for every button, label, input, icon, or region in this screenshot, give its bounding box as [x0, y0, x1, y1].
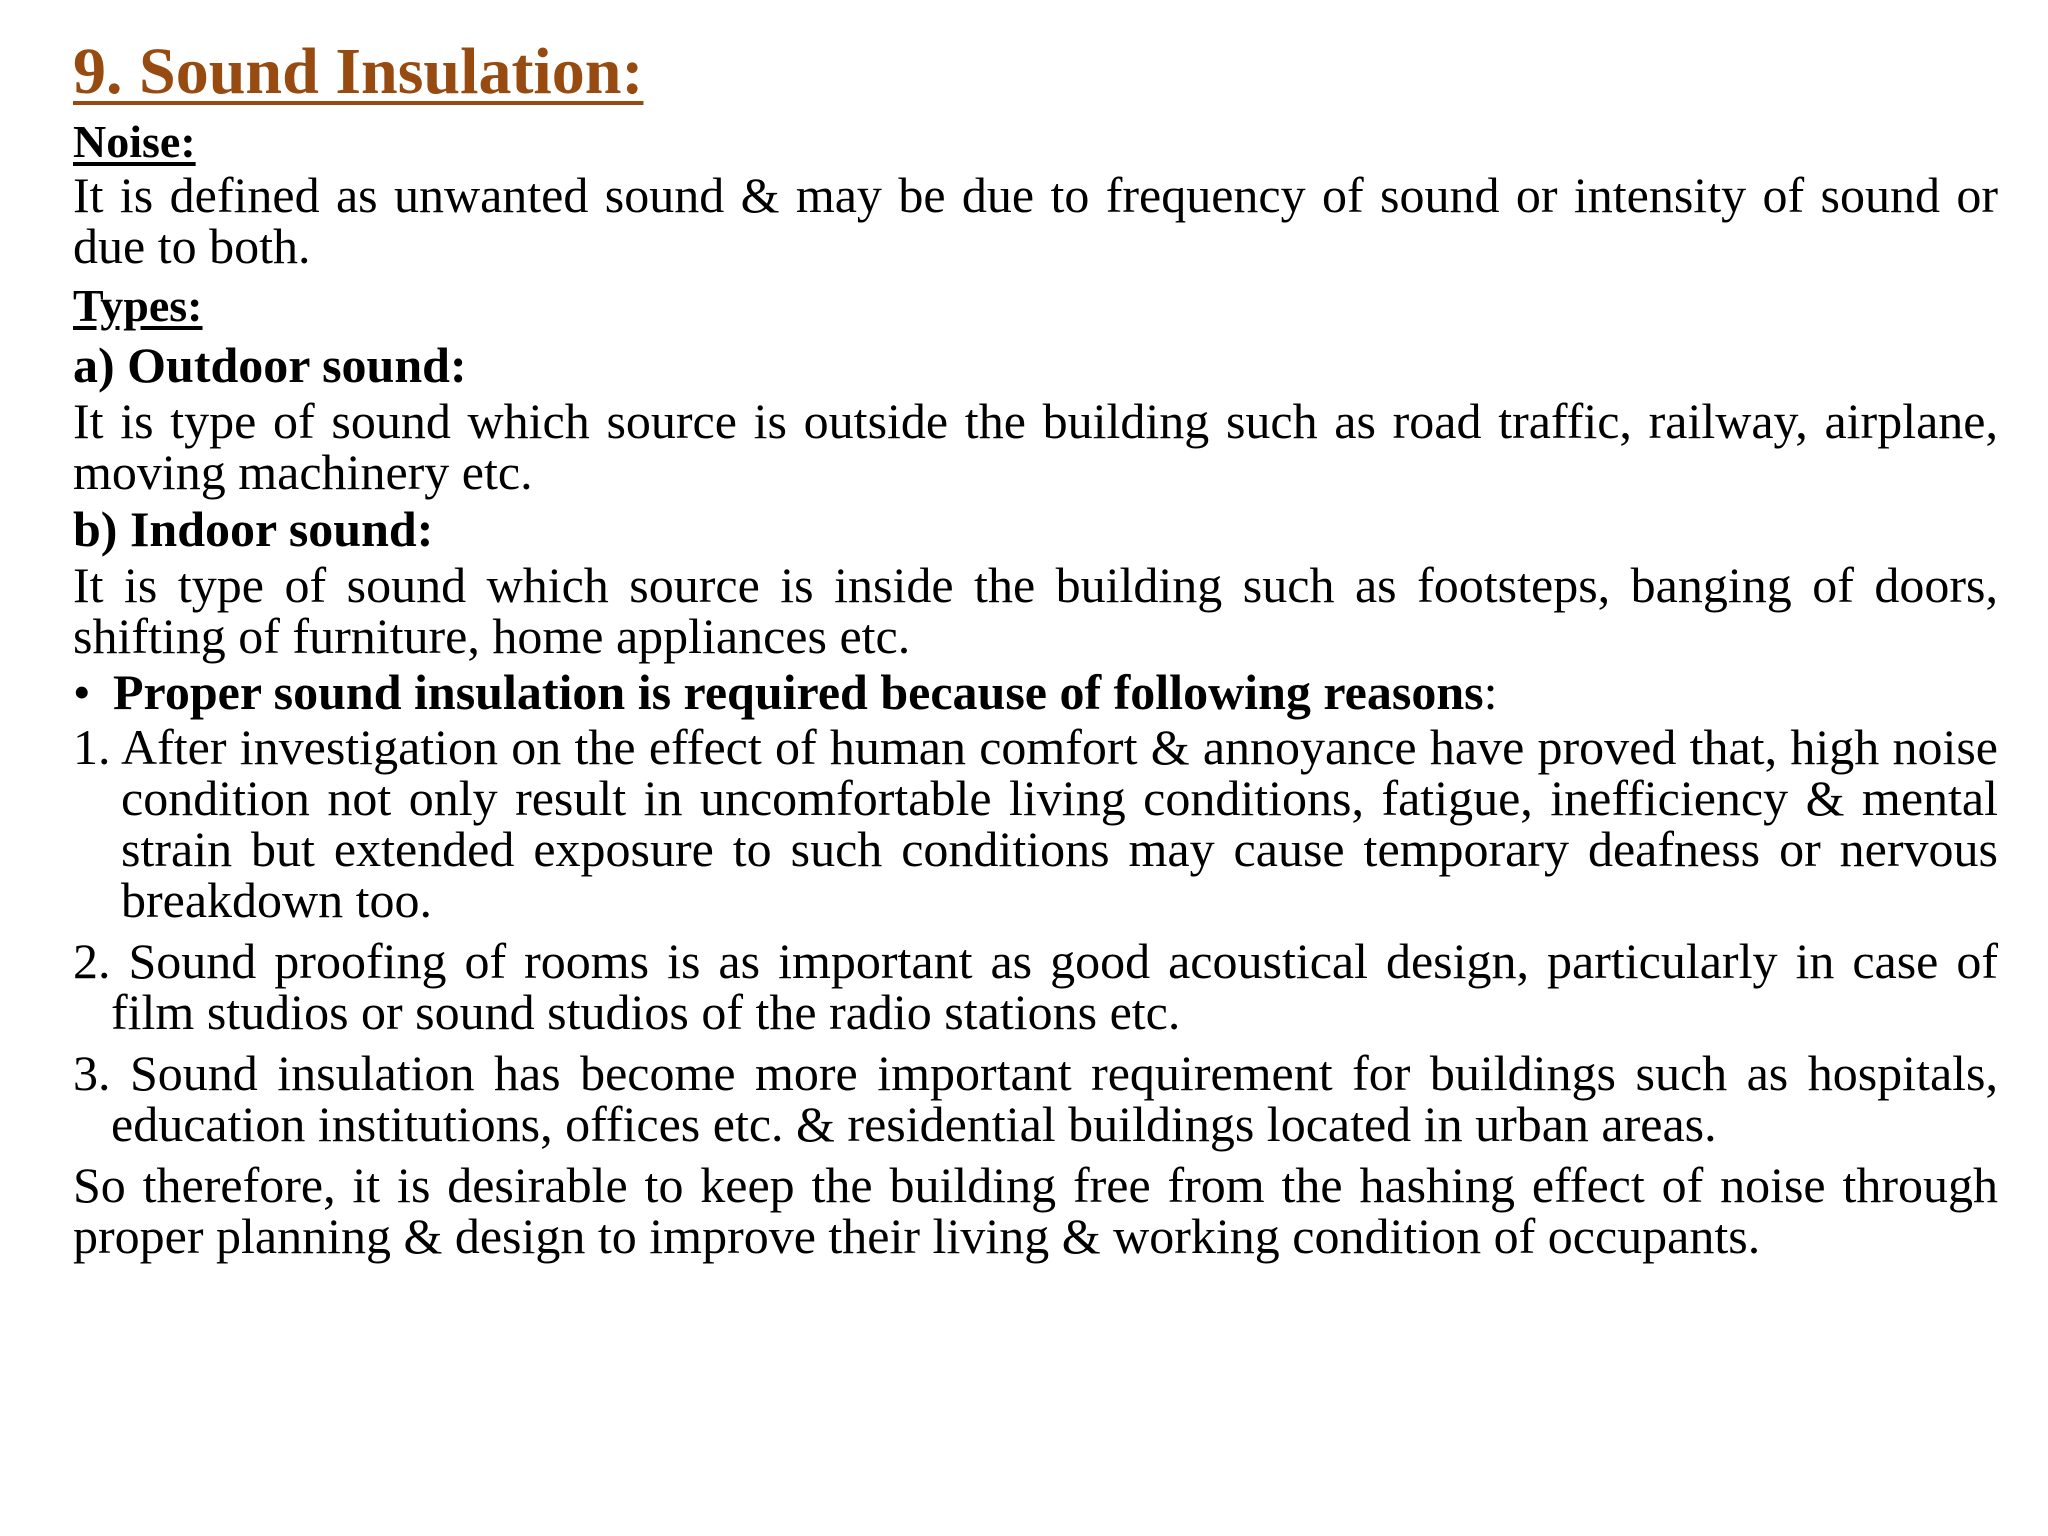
outdoor-description: It is type of sound which source is outside the building such as road traffic, railway, airplane, moving machinery etc.: [73, 393, 1998, 500]
reason-number-2: 2.: [73, 933, 111, 989]
conclusion-text: So therefore, it is desirable to keep the building free from the hashing effect of noise through proper planning & design to improve their living & working condition of occupants.: [73, 1157, 1998, 1264]
bullet-icon: •: [73, 664, 91, 720]
indoor-heading: b) Indoor sound:: [73, 501, 434, 557]
reason-item-3: [73, 1045, 1999, 1152]
noise-definition: It is defined as unwanted sound & may be due to frequency of sound or intensity of sound or due to both.: [73, 167, 1998, 274]
reasons-heading-colon: :: [1483, 664, 1498, 720]
reason-text-1: After investigation on the effect of human comfort & annoyance have proved that, high noise condition not only result in uncomfortable living conditions, fatigue, inefficiency & mental strain but extended exposure to such conditions may cause temporary deafness or nervous breakdown too.: [121, 719, 1998, 928]
noise-heading: Noise:: [73, 116, 196, 167]
reason-number-1: 1.: [73, 719, 111, 775]
reasons-heading-text: Proper sound insulation is required because of following reasons: [113, 664, 1484, 720]
reasons-heading-line: [73, 662, 1998, 722]
slide-content: [73, 30, 1998, 1262]
reasons-heading: [113, 662, 1498, 722]
outdoor-heading: a) Outdoor sound:: [73, 337, 467, 393]
reason-item-1: [73, 719, 1998, 928]
reason-text-3: Sound insulation has become more important requirement for buildings such as hospitals, education institutions, offices etc. & residential buildings located in urban areas.: [111, 1045, 1999, 1152]
page-title: 9. Sound Insulation:: [73, 35, 644, 108]
indoor-description: It is type of sound which source is inside the building such as footsteps, banging of doors, shifting of furniture, home appliances etc.: [73, 557, 1998, 664]
reason-number-3: 3.: [73, 1045, 111, 1101]
types-heading: Types:: [73, 280, 203, 331]
reason-text-2: Sound proofing of rooms is as important as good acoustical design, particularly in case of film studios or sound studios of the radio stations etc.: [111, 933, 1999, 1040]
reason-item-2: [73, 933, 1999, 1040]
